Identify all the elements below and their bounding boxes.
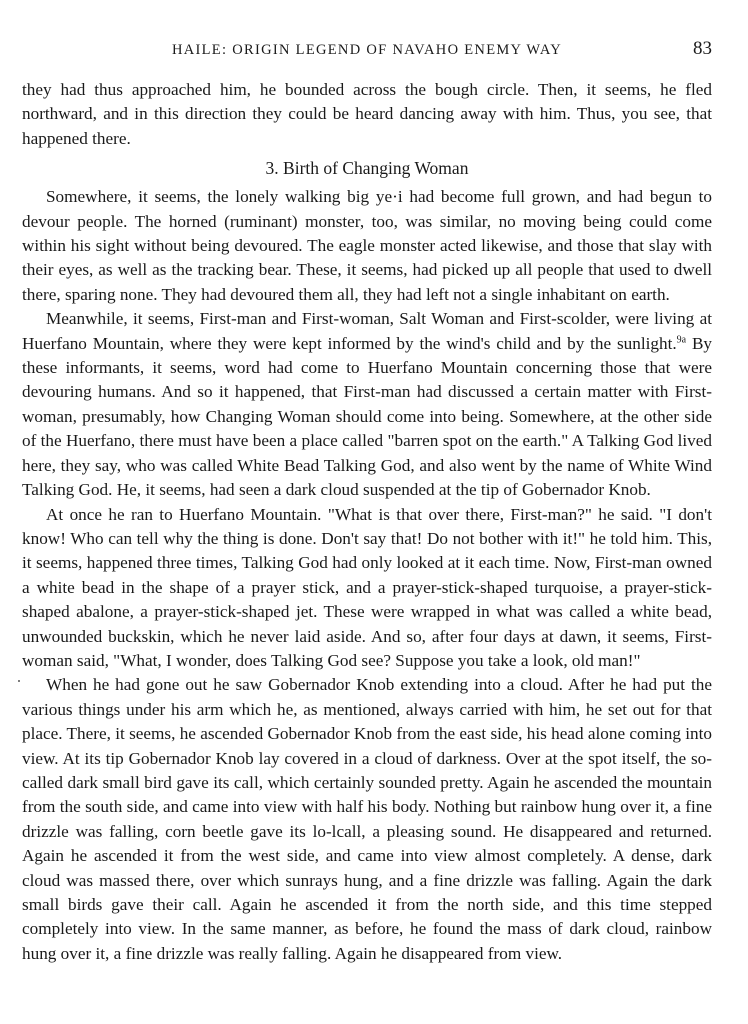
paragraph-monsters: Somewhere, it seems, the lonely walking big ye·i had become full grown, and had begun to devour people. The horned (ruminant) monster, too, was similar, no moving being could come within his sight without being devoured. The eagle monster acted likewise, and those that slay with their eyes, as well as the tracking bear. These, it seems, had picked up all people that used to dwell there, sparing none. They had devoured them all, they had left not a single inhabitant on earth. bbox=[22, 187, 712, 304]
paragraph-continued: they had thus approached him, he bounded across the bough circle. Then, it seems, he fled northward, and in this direction they could be heard dancing away with him. Thus, you see, that happened there. bbox=[22, 80, 712, 148]
paragraph-huerfano bbox=[22, 307, 712, 502]
footnote-marker: 9a bbox=[676, 333, 687, 345]
paragraph-huerfano-part1: Meanwhile, it seems, First-man and First-woman, Salt Woman and First-scolder, were living at Huerfano Mountain, where they were kept informed by the wind's child and by the sunlight. bbox=[22, 309, 712, 353]
page-number: 83 bbox=[693, 38, 712, 59]
paragraph-gobernador-knob: When he had gone out he saw Gobernador Knob extending into a cloud. After he had put the various things under his arm which he, as mentioned, always carried with him, he set out for that place. There, it seems, he ascended Gobernador Knob from the east side, his head alone coming into view. At its tip Gobernador Knob lay covered in a cloud of darkness. Over at the spot itself, the so-called dark small bird gave its call, which certainly sounded pretty. Again he ascended the mountain from the south side, and came into view with half his body. Nothing but rainbow hung over it, a fine drizzle was falling, corn beetle gave its lo-lcall, a pleasing sound. He disappeared and returned. Again he ascended it from the west side, and came into view almost completely. A dense, dark cloud was massed there, over which sunrays hung, and a fine drizzle was falling. Again the dark small birds gave their call. Again he ascended it from the north side, and this time stepped completely into view. In the same manner, as before, he found the mass of dark cloud, rainbow hung over it, a fine drizzle was really falling. Again he disappeared from view. bbox=[22, 675, 712, 963]
body-text bbox=[22, 78, 712, 966]
margin-speck bbox=[18, 680, 20, 682]
paragraph-huerfano-part2: By these informants, it seems, word had come to Huerfano Mountain concerning those that were devouring humans. And so it happened, that First-man had discussed a certain matter with First-woman, presumably, how Changing Woman should come into being. Somewhere, at the other side of the Huerfano, there must have been a place called "barren spot on the earth." A Talking God lived here, they say, who was called White Bead Talking God, and also went by the name of White Wind Talking God. He, it seems, had seen a dark cloud suspended at the tip of Gobernador Knob. bbox=[22, 333, 712, 500]
section-heading: 3. Birth of Changing Woman bbox=[265, 158, 469, 179]
paragraph-talking-god: At once he ran to Huerfano Mountain. "What is that over there, First-man?" he said. "I don't know! Who can tell why the thing is done. Don't say that! Do not bother with it!" he told him. This, it seems, happened three times, Talking God had only looked at it each time. Now, First-man owned a white bead in the shape of a prayer stick, and a prayer-stick-shaped turquoise, a prayer-stick-shaped abalone, a prayer-stick-shaped jet. These were wrapped in what was called a white bead, unwounded buckskin, which he never laid aside. And so, after four days at dawn, it seems, First-woman said, "What, I wonder, does Talking God see? Suppose you take a look, old man!" bbox=[22, 504, 712, 670]
running-title: HAILE: ORIGIN LEGEND OF NAVAHO ENEMY WAY bbox=[171, 42, 563, 58]
running-head bbox=[22, 38, 712, 64]
